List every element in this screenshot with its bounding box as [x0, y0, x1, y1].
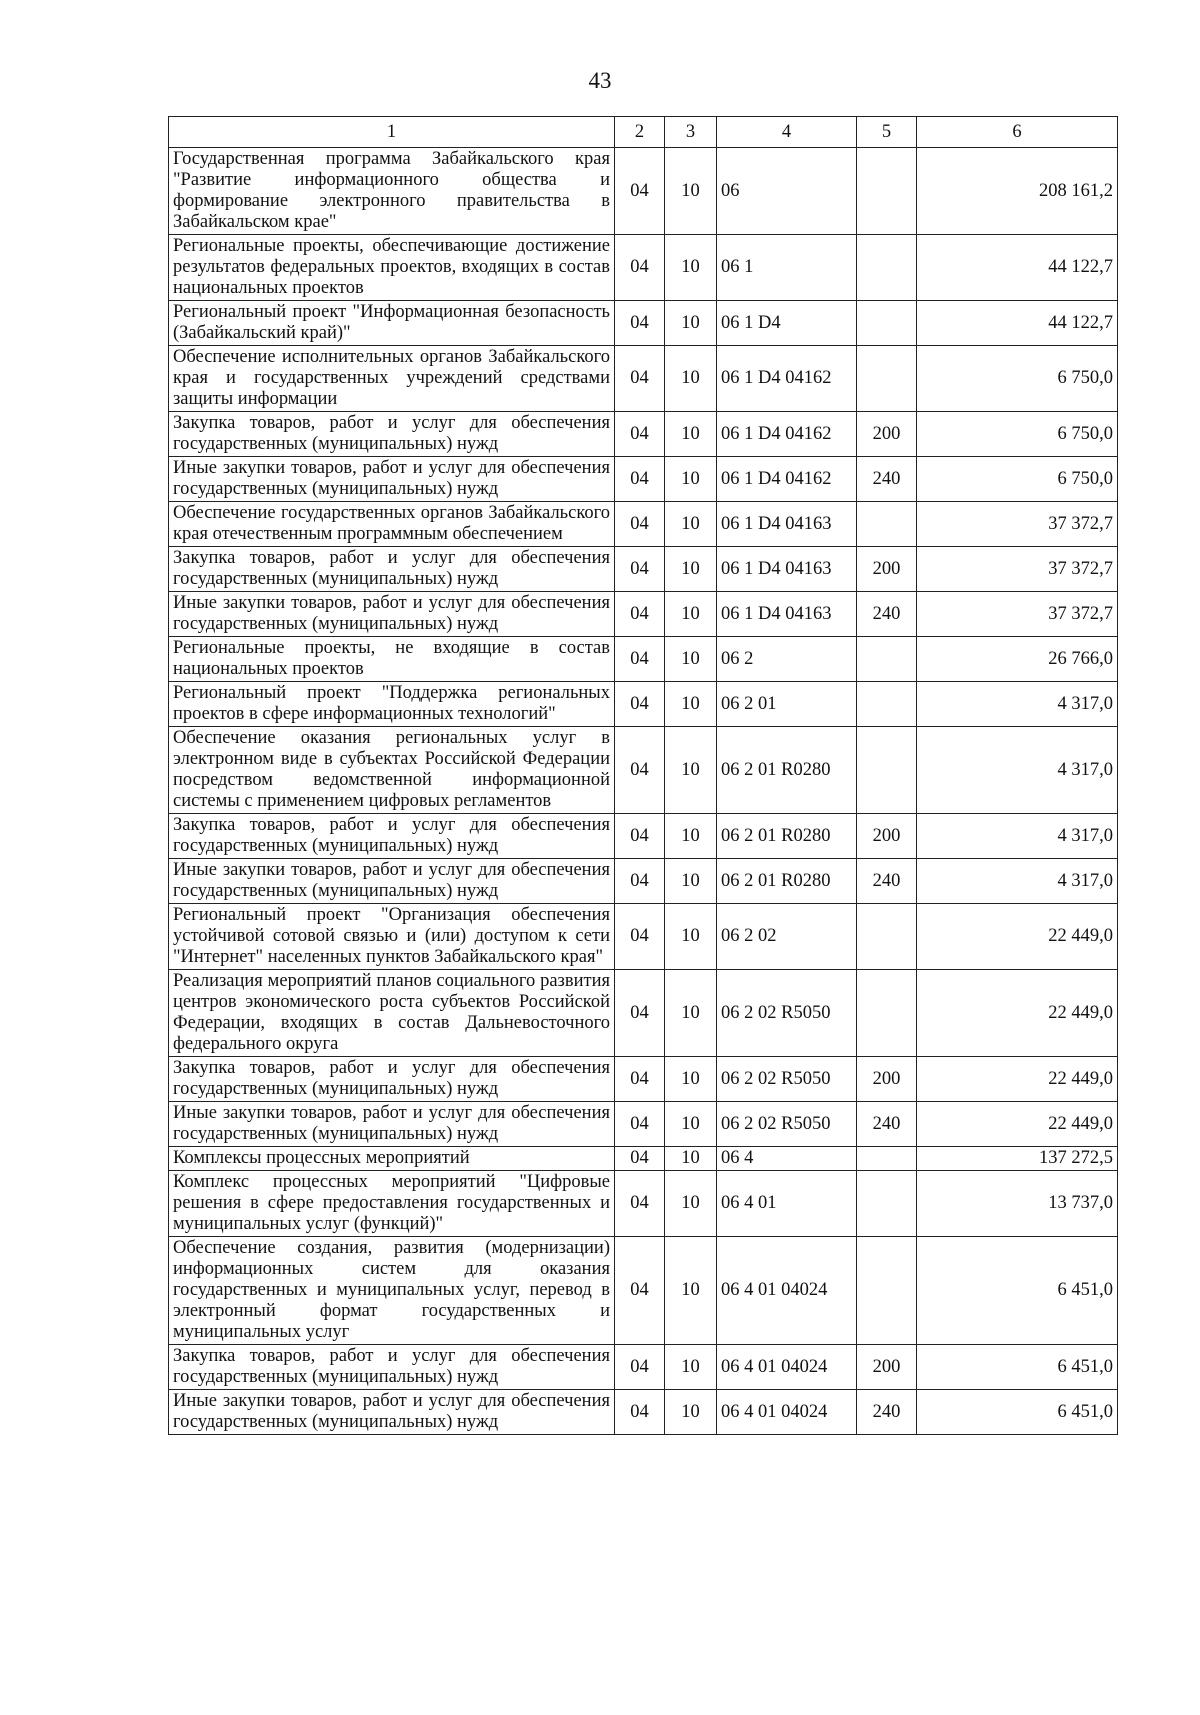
row-amount-cell: 6 750,0: [917, 412, 1118, 457]
column-header-1: 1: [169, 117, 615, 148]
table-row: [169, 1390, 1118, 1435]
row-target-article-cell: 06 2 02 R5050: [717, 1057, 857, 1102]
row-expense-type-cell: 240: [857, 457, 917, 502]
budget-table: [168, 116, 1118, 1435]
row-expense-type-cell: 240: [857, 1102, 917, 1147]
row-name-cell: Закупка товаров, работ и услуг для обеспечения государственных (муниципальных) нужд: [169, 1057, 615, 1102]
row-amount-cell: 26 766,0: [917, 637, 1118, 682]
row-subsection-cell: 10: [665, 727, 717, 814]
row-subsection-cell: 10: [665, 547, 717, 592]
page-number: 43: [588, 68, 612, 93]
row-expense-type-cell: [857, 1171, 917, 1237]
row-section-cell: 04: [615, 346, 665, 412]
row-amount-cell: 37 372,7: [917, 547, 1118, 592]
row-name-cell: Реализация мероприятий планов социального развития центров экономического роста субъектов Российской Федерации, входящих в состав Дальневосточного федерального округа: [169, 970, 615, 1057]
row-section-cell: 04: [615, 457, 665, 502]
row-amount-cell: 4 317,0: [917, 727, 1118, 814]
row-name-cell: Закупка товаров, работ и услуг для обеспечения государственных (муниципальных) нужд: [169, 547, 615, 592]
row-amount-cell: 6 451,0: [917, 1390, 1118, 1435]
row-section-cell: 04: [615, 1171, 665, 1237]
table-row: [169, 457, 1118, 502]
row-amount-cell: 4 317,0: [917, 682, 1118, 727]
row-section-cell: 04: [615, 592, 665, 637]
row-amount-cell: 22 449,0: [917, 904, 1118, 970]
row-subsection-cell: 10: [665, 502, 717, 547]
row-target-article-cell: 06 2 01 R0280: [717, 727, 857, 814]
row-expense-type-cell: 240: [857, 859, 917, 904]
row-expense-type-cell: [857, 1147, 917, 1171]
row-target-article-cell: 06 2 02 R5050: [717, 970, 857, 1057]
row-name-cell: Иные закупки товаров, работ и услуг для обеспечения государственных (муниципальных) нужд: [169, 1390, 615, 1435]
row-expense-type-cell: [857, 1237, 917, 1345]
row-subsection-cell: 10: [665, 1171, 717, 1237]
row-target-article-cell: 06 4 01 04024: [717, 1345, 857, 1390]
row-subsection-cell: 10: [665, 301, 717, 346]
row-subsection-cell: 10: [665, 1345, 717, 1390]
row-subsection-cell: 10: [665, 592, 717, 637]
table-row: [169, 502, 1118, 547]
row-target-article-cell: 06 2 01: [717, 682, 857, 727]
row-target-article-cell: 06 4 01 04024: [717, 1237, 857, 1345]
table-row: [169, 682, 1118, 727]
row-subsection-cell: 10: [665, 1390, 717, 1435]
row-target-article-cell: 06 1 D4 04163: [717, 547, 857, 592]
row-section-cell: 04: [615, 1345, 665, 1390]
table-row: [169, 235, 1118, 301]
table-row: [169, 1171, 1118, 1237]
row-section-cell: 04: [615, 814, 665, 859]
row-target-article-cell: 06 1 D4: [717, 301, 857, 346]
row-target-article-cell: 06 1 D4 04162: [717, 457, 857, 502]
row-expense-type-cell: [857, 301, 917, 346]
row-amount-cell: 6 750,0: [917, 346, 1118, 412]
row-name-cell: Иные закупки товаров, работ и услуг для обеспечения государственных (муниципальных) нужд: [169, 1102, 615, 1147]
row-expense-type-cell: [857, 727, 917, 814]
row-expense-type-cell: 200: [857, 547, 917, 592]
row-section-cell: 04: [615, 412, 665, 457]
row-expense-type-cell: 200: [857, 1057, 917, 1102]
row-subsection-cell: 10: [665, 1147, 717, 1171]
row-amount-cell: 137 272,5: [917, 1147, 1118, 1171]
row-subsection-cell: 10: [665, 1237, 717, 1345]
column-header-5: 5: [857, 117, 917, 148]
row-amount-cell: 22 449,0: [917, 970, 1118, 1057]
row-name-cell: Закупка товаров, работ и услуг для обеспечения государственных (муниципальных) нужд: [169, 1345, 615, 1390]
row-amount-cell: 22 449,0: [917, 1057, 1118, 1102]
row-name-cell: Комплексы процессных мероприятий: [169, 1147, 615, 1171]
row-expense-type-cell: 200: [857, 814, 917, 859]
table-row: [169, 301, 1118, 346]
column-header-6: 6: [917, 117, 1118, 148]
row-subsection-cell: 10: [665, 859, 717, 904]
row-subsection-cell: 10: [665, 346, 717, 412]
row-expense-type-cell: 200: [857, 1345, 917, 1390]
row-section-cell: 04: [615, 727, 665, 814]
table-row: [169, 148, 1118, 235]
table-row: [169, 1102, 1118, 1147]
row-target-article-cell: 06 4 01: [717, 1171, 857, 1237]
row-expense-type-cell: [857, 970, 917, 1057]
row-section-cell: 04: [615, 235, 665, 301]
row-amount-cell: 6 750,0: [917, 457, 1118, 502]
row-expense-type-cell: 240: [857, 1390, 917, 1435]
column-header-3: 3: [665, 117, 717, 148]
row-amount-cell: 44 122,7: [917, 235, 1118, 301]
row-target-article-cell: 06 2 02: [717, 904, 857, 970]
row-amount-cell: 4 317,0: [917, 859, 1118, 904]
row-amount-cell: 4 317,0: [917, 814, 1118, 859]
row-name-cell: Региональные проекты, не входящие в состав национальных проектов: [169, 637, 615, 682]
row-subsection-cell: 10: [665, 814, 717, 859]
row-name-cell: Региональный проект "Информационная безопасность (Забайкальский край)": [169, 301, 615, 346]
table-header-row: [169, 117, 1118, 148]
table-row: [169, 412, 1118, 457]
row-section-cell: 04: [615, 1237, 665, 1345]
table-row: [169, 814, 1118, 859]
table-row: [169, 727, 1118, 814]
table-row: [169, 1057, 1118, 1102]
row-subsection-cell: 10: [665, 904, 717, 970]
row-section-cell: 04: [615, 1147, 665, 1171]
row-target-article-cell: 06 2 01 R0280: [717, 859, 857, 904]
row-subsection-cell: 10: [665, 970, 717, 1057]
row-target-article-cell: 06 4: [717, 1147, 857, 1171]
row-subsection-cell: 10: [665, 235, 717, 301]
row-name-cell: Обеспечение исполнительных органов Забайкальского края и государственных учреждений средствами защиты информации: [169, 346, 615, 412]
row-amount-cell: 13 737,0: [917, 1171, 1118, 1237]
row-target-article-cell: 06 2 02 R5050: [717, 1102, 857, 1147]
row-section-cell: 04: [615, 904, 665, 970]
row-name-cell: Региональный проект "Организация обеспечения устойчивой сотовой связью и (или) доступом к сети "Интернет" населенных пунктов Забайкальского края": [169, 904, 615, 970]
table-row: [169, 637, 1118, 682]
row-amount-cell: 6 451,0: [917, 1237, 1118, 1345]
row-expense-type-cell: [857, 235, 917, 301]
table-row: [169, 547, 1118, 592]
row-name-cell: Региональные проекты, обеспечивающие достижение результатов федеральных проектов, входящих в состав национальных проектов: [169, 235, 615, 301]
row-target-article-cell: 06 1 D4 04163: [717, 592, 857, 637]
row-section-cell: 04: [615, 502, 665, 547]
row-target-article-cell: 06 1 D4 04163: [717, 502, 857, 547]
row-expense-type-cell: [857, 346, 917, 412]
row-name-cell: Закупка товаров, работ и услуг для обеспечения государственных (муниципальных) нужд: [169, 412, 615, 457]
row-expense-type-cell: [857, 682, 917, 727]
row-target-article-cell: 06 2: [717, 637, 857, 682]
column-header-2: 2: [615, 117, 665, 148]
row-amount-cell: 22 449,0: [917, 1102, 1118, 1147]
row-subsection-cell: 10: [665, 412, 717, 457]
row-name-cell: Иные закупки товаров, работ и услуг для обеспечения государственных (муниципальных) нужд: [169, 457, 615, 502]
row-amount-cell: 37 372,7: [917, 592, 1118, 637]
row-expense-type-cell: [857, 904, 917, 970]
row-target-article-cell: 06 1 D4 04162: [717, 412, 857, 457]
row-amount-cell: 44 122,7: [917, 301, 1118, 346]
row-name-cell: Государственная программа Забайкальского края "Развитие информационного общества и формирование электронного правительства в Забайкальском крае": [169, 148, 615, 235]
row-section-cell: 04: [615, 859, 665, 904]
row-section-cell: 04: [615, 682, 665, 727]
row-subsection-cell: 10: [665, 457, 717, 502]
row-target-article-cell: 06 1 D4 04162: [717, 346, 857, 412]
row-subsection-cell: 10: [665, 682, 717, 727]
table-row: [169, 592, 1118, 637]
row-name-cell: Обеспечение государственных органов Забайкальского края отечественным программным обеспечением: [169, 502, 615, 547]
table-row: [169, 859, 1118, 904]
table-row: [169, 970, 1118, 1057]
column-header-4: 4: [717, 117, 857, 148]
table-row: [169, 346, 1118, 412]
table-body: [169, 148, 1118, 1435]
row-name-cell: Обеспечение оказания региональных услуг в электронном виде в субъектах Российской Федерации посредством ведомственной информационной системы с применением цифровых регламентов: [169, 727, 615, 814]
row-expense-type-cell: 240: [857, 592, 917, 637]
row-expense-type-cell: [857, 502, 917, 547]
row-section-cell: 04: [615, 301, 665, 346]
row-name-cell: Комплекс процессных мероприятий "Цифровые решения в сфере предоставления государственных и муниципальных услуг (функций)": [169, 1171, 615, 1237]
row-subsection-cell: 10: [665, 1057, 717, 1102]
row-name-cell: Иные закупки товаров, работ и услуг для обеспечения государственных (муниципальных) нужд: [169, 592, 615, 637]
row-subsection-cell: 10: [665, 1102, 717, 1147]
row-name-cell: Обеспечение создания, развития (модернизации) информационных систем для оказания государственных и муниципальных услуг, перевод в электронный формат государственных и муниципальных услуг: [169, 1237, 615, 1345]
table-row: [169, 904, 1118, 970]
row-section-cell: 04: [615, 1057, 665, 1102]
row-name-cell: Региональный проект "Поддержка региональных проектов в сфере информационных технологий": [169, 682, 615, 727]
row-expense-type-cell: [857, 637, 917, 682]
row-amount-cell: 37 372,7: [917, 502, 1118, 547]
table-row: [169, 1147, 1118, 1171]
row-section-cell: 04: [615, 1390, 665, 1435]
row-section-cell: 04: [615, 547, 665, 592]
row-target-article-cell: 06: [717, 148, 857, 235]
row-section-cell: 04: [615, 1102, 665, 1147]
row-expense-type-cell: [857, 148, 917, 235]
row-target-article-cell: 06 2 01 R0280: [717, 814, 857, 859]
table-row: [169, 1345, 1118, 1390]
row-name-cell: Иные закупки товаров, работ и услуг для обеспечения государственных (муниципальных) нужд: [169, 859, 615, 904]
row-section-cell: 04: [615, 637, 665, 682]
row-target-article-cell: 06 4 01 04024: [717, 1390, 857, 1435]
row-expense-type-cell: 200: [857, 412, 917, 457]
row-section-cell: 04: [615, 970, 665, 1057]
row-amount-cell: 208 161,2: [917, 148, 1118, 235]
row-subsection-cell: 10: [665, 148, 717, 235]
row-section-cell: 04: [615, 148, 665, 235]
table-row: [169, 1237, 1118, 1345]
row-amount-cell: 6 451,0: [917, 1345, 1118, 1390]
row-target-article-cell: 06 1: [717, 235, 857, 301]
row-name-cell: Закупка товаров, работ и услуг для обеспечения государственных (муниципальных) нужд: [169, 814, 615, 859]
row-subsection-cell: 10: [665, 637, 717, 682]
